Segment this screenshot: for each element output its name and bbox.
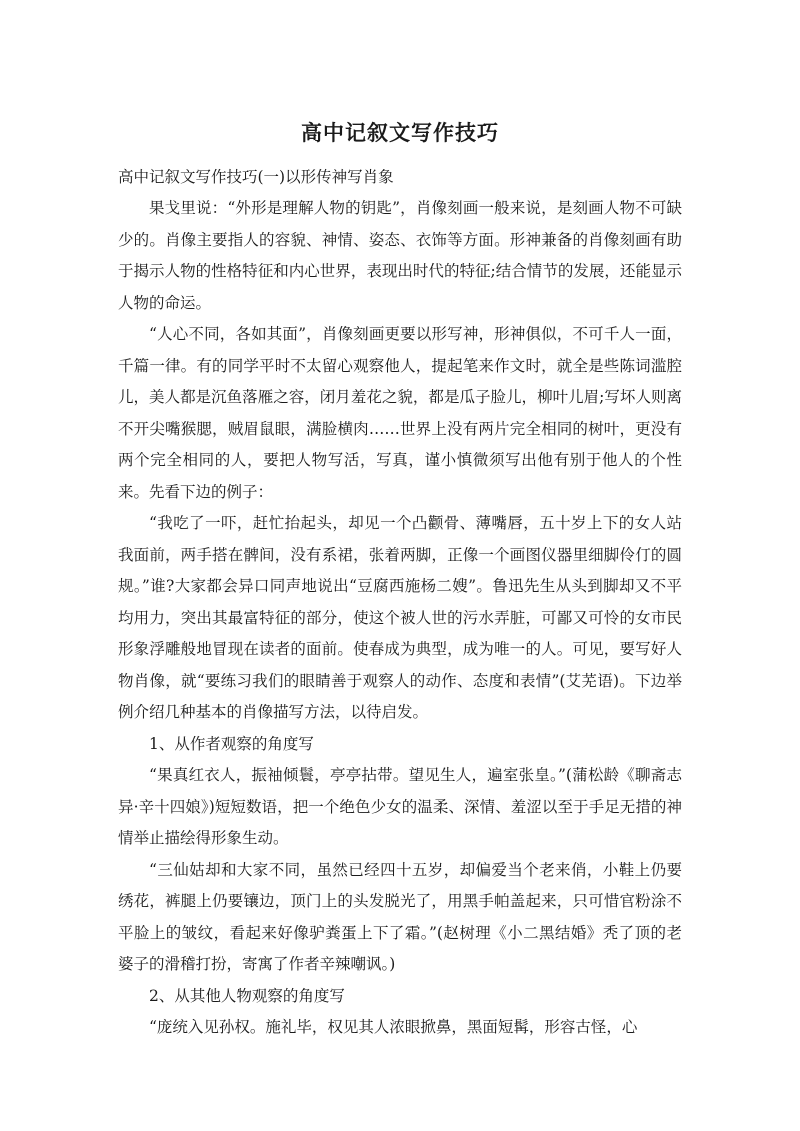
paragraph: “庞统入见孙权。施礼毕，权见其人浓眼掀鼻，黑面短髯，形容古怪，心 bbox=[149, 1018, 638, 1036]
paragraph: “三仙姑却和大家不同，虽然已经四十五岁，却偏爱当个老来俏，小鞋上仍要绣花，裤腿上仍要镶边，顶门上的头发脱光了，用黑手帕盖起来，只可惜官粉涂不平脸上的皱纹，看起来好像驴粪蛋上下了霜。”(赵树理《小二黑结婚》秃了顶的老婆子的滑稽打扮，寄寓了作者辛辣嘲讽。) bbox=[118, 860, 682, 973]
document-title: 高中记叙文写作技巧 bbox=[301, 121, 499, 145]
section-title: 高中记叙文写作技巧(一)以形传神写肖象 bbox=[118, 168, 394, 186]
paragraph: “果真红衣人，振袖倾鬟，亭亭拈带。望见生人，遍室张皇。”(蒲松龄《聊斋志异·辛十四娘》)短短数语，把一个绝色少女的温柔、深情、羞涩以至于手足无措的神情举止描绘得形象生动。 bbox=[118, 766, 682, 847]
section-heading: 1、从作者观察的角度写 bbox=[149, 734, 314, 753]
section-heading: 2、从其他人物观察的角度写 bbox=[149, 986, 345, 1005]
paragraph: “人心不同，各如其面”，肖像刻画更要以形写神，形神俱似，不可千人一面，千篇一律。有的同学平时不太留心观察他人，提起笔来作文时，就全是些陈词滥腔儿，美人都是沉鱼落雁之容，闭月羞花之貌，都是瓜子脸儿，柳叶儿眉;写坏人则离不开尖嘴猴腮，贼眉鼠眼，满脸横肉……世界上没有两片完全相同的树叶，更没有两个完全相同的人，要把人物写活，写真，谨小慎微须写出他有别于他人的个性来。先看下边的例子： bbox=[118, 325, 682, 501]
document-page bbox=[118, 118, 682, 1044]
paragraph: “我吃了一吓，赶忙抬起头，却见一个凸颧骨、薄嘴唇，五十岁上下的女人站我面前，两手搭在髀间，没有系裙，张着两脚，正像一个画图仪器里细脚伶仃的圆规。”谁?大家都会异口同声地说出“豆腐西施杨二嫂”。鲁迅先生从头到脚却又不平均用力，突出其最富特征的部分，使这个被人世的污水弄脏，可鄙又可怜的女市民形象浮雕般地冒现在读者的面前。使春成为典型，成为唯一的人。可见，要写好人物肖像，就“要练习我们的眼睛善于观察人的动作、态度和表情”(艾芜语)。下边举例介绍几种基本的肖像描写方法，以待启发。 bbox=[118, 514, 682, 721]
paragraph: 果戈里说：“外形是理解人物的钥匙”，肖像刻画一般来说，是刻画人物不可缺少的。肖像主要指人的容貌、神情、姿态、衣饰等方面。形神兼备的肖像刻画有助于揭示人物的性格特征和内心世界，表现出时代的特征;结合情节的发展，还能显示人物的命运。 bbox=[118, 199, 682, 312]
